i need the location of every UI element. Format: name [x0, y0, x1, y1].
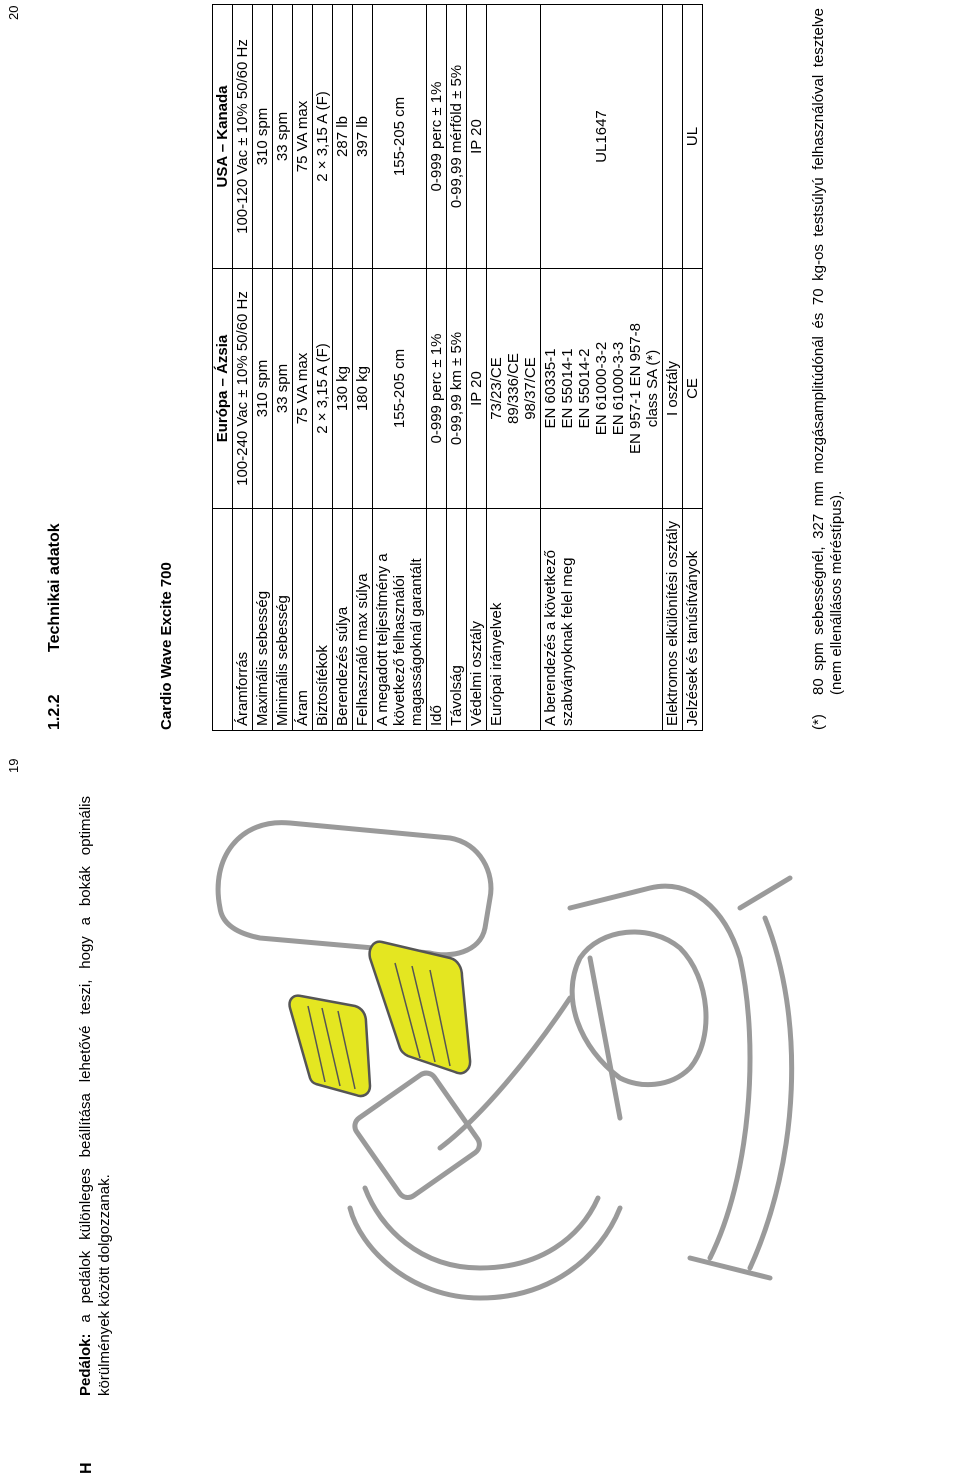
table-row	[541, 5, 663, 731]
row-value-usa: 33 spm	[273, 5, 293, 269]
table-header-europe: Európa – Ázsia	[213, 269, 233, 509]
footnote-text: 80 spm sebességnél, 327 mm mozgásamplitúdónál és 70 kg-os testsúlyú felhasználóval tesztelve (nem ellenállásos méréstípus).	[810, 8, 845, 695]
row-value-europe: 155-205 cm	[373, 269, 427, 509]
side-rail	[590, 958, 620, 1118]
row-value-usa	[663, 5, 683, 269]
row-label: Európai irányelvek	[487, 509, 541, 731]
row-label: Jelzések és tanúsítványok	[683, 509, 703, 731]
row-value-usa: 310 spm	[253, 5, 273, 269]
row-value-usa: 397 lb	[353, 5, 373, 269]
row-label: Biztosítékok	[313, 509, 333, 731]
pedal-right	[370, 942, 470, 1074]
row-value-europe: 0-99,99 km ± 5%	[447, 269, 467, 509]
frame-lower	[750, 918, 792, 1268]
table-row	[233, 5, 253, 731]
section-heading	[46, 523, 64, 730]
row-value-usa: 2 × 3,15 A (F)	[313, 5, 333, 269]
row-label: Elektromos elkülönítési osztály	[663, 509, 683, 731]
row-label: Áram	[293, 509, 313, 731]
row-label: A megadott teljesítmény a következő felhasználói magasságoknál garantált	[373, 509, 427, 731]
stepper-housing	[572, 932, 706, 1085]
row-value-usa: IP 20	[467, 5, 487, 269]
pedal-note-label: Pedálok:	[77, 1333, 94, 1396]
table-row	[663, 5, 683, 731]
row-value-europe: 75 VA max	[293, 269, 313, 509]
handlebar-inner	[365, 1188, 598, 1268]
row-value-usa: 287 lb	[333, 5, 353, 269]
table-header-row	[213, 5, 233, 731]
table-row	[293, 5, 313, 731]
side-letter: H	[78, 1462, 95, 1474]
table-row	[333, 5, 353, 731]
backrest	[218, 823, 491, 955]
pedal-note	[76, 796, 114, 1396]
table-row	[427, 5, 447, 731]
table-row	[467, 5, 487, 731]
row-value-europe: 2 × 3,15 A (F)	[313, 269, 333, 509]
table-row	[273, 5, 293, 731]
row-label: Védelmi osztály	[467, 509, 487, 731]
row-label: Áramforrás	[233, 509, 253, 731]
table-title: Cardio Wave Excite 700	[158, 562, 175, 730]
handlebar	[350, 1208, 620, 1298]
bike-illustration	[150, 798, 870, 1378]
rear-foot	[690, 1258, 770, 1278]
row-value-europe: 180 kg	[353, 269, 373, 509]
row-value-usa: 155-205 cm	[373, 5, 427, 269]
front-foot	[740, 878, 790, 908]
row-value-europe: 0-999 perc ± 1%	[427, 269, 447, 509]
row-value-usa: 100-120 Vac ± 10% 50/60 Hz	[233, 5, 253, 269]
table-row	[683, 5, 703, 731]
pedal-note-text: a pedálok különleges beállítása lehetővé teszi, hogy a bokák optimális körülmények között dolgozzanak.	[77, 796, 113, 1396]
row-value-europe: 73/23/CE 89/336/CE 98/37/CE	[487, 269, 541, 509]
row-label: Idő	[427, 509, 447, 731]
row-label: Berendezés súlya	[333, 509, 353, 731]
row-label: Felhasználó max súlya	[353, 509, 373, 731]
row-value-usa: UL1647	[541, 5, 663, 269]
table-row	[353, 5, 373, 731]
table-row	[447, 5, 467, 731]
row-value-usa: 75 VA max	[293, 5, 313, 269]
spec-table	[212, 4, 703, 731]
footnote	[810, 8, 846, 730]
row-value-europe: IP 20	[467, 269, 487, 509]
row-label: A berendezés a következő szabványoknak felel meg	[541, 509, 663, 731]
table-header-blank	[213, 509, 233, 731]
section-number: 1.2.2	[46, 694, 63, 730]
section-title: Technikai adatok	[46, 523, 63, 652]
row-value-usa: 0-999 perc ± 1%	[427, 5, 447, 269]
table-header-usa: USA – Kanada	[213, 5, 233, 269]
row-value-europe: 310 spm	[253, 269, 273, 509]
row-label: Távolság	[447, 509, 467, 731]
row-label: Minimális sebesség	[273, 509, 293, 731]
row-value-europe: CE	[683, 269, 703, 509]
row-value-europe: 130 kg	[333, 269, 353, 509]
row-value-europe: 100-240 Vac ± 10% 50/60 Hz	[233, 269, 253, 509]
table-row	[313, 5, 333, 731]
row-value-europe: I osztály	[663, 269, 683, 509]
page-number-left: 19	[6, 758, 21, 773]
row-value-usa: 0-99,99 mérföld ± 5%	[447, 5, 467, 269]
table-row	[373, 5, 427, 731]
row-value-usa	[487, 5, 541, 269]
table-row	[487, 5, 541, 731]
row-value-europe: EN 60335-1 EN 55014-1 EN 55014-2 EN 61000-3-2 EN 61000-3-3 EN 957-1 EN 957-8 class SA (*)	[541, 269, 663, 509]
row-value-usa: UL	[683, 5, 703, 269]
page-number-right: 20	[6, 5, 21, 20]
row-value-europe: 33 spm	[273, 269, 293, 509]
pedal-left	[290, 996, 370, 1096]
row-label: Maximális sebesség	[253, 509, 273, 731]
table-row	[253, 5, 273, 731]
footnote-mark: (*)	[810, 714, 827, 730]
